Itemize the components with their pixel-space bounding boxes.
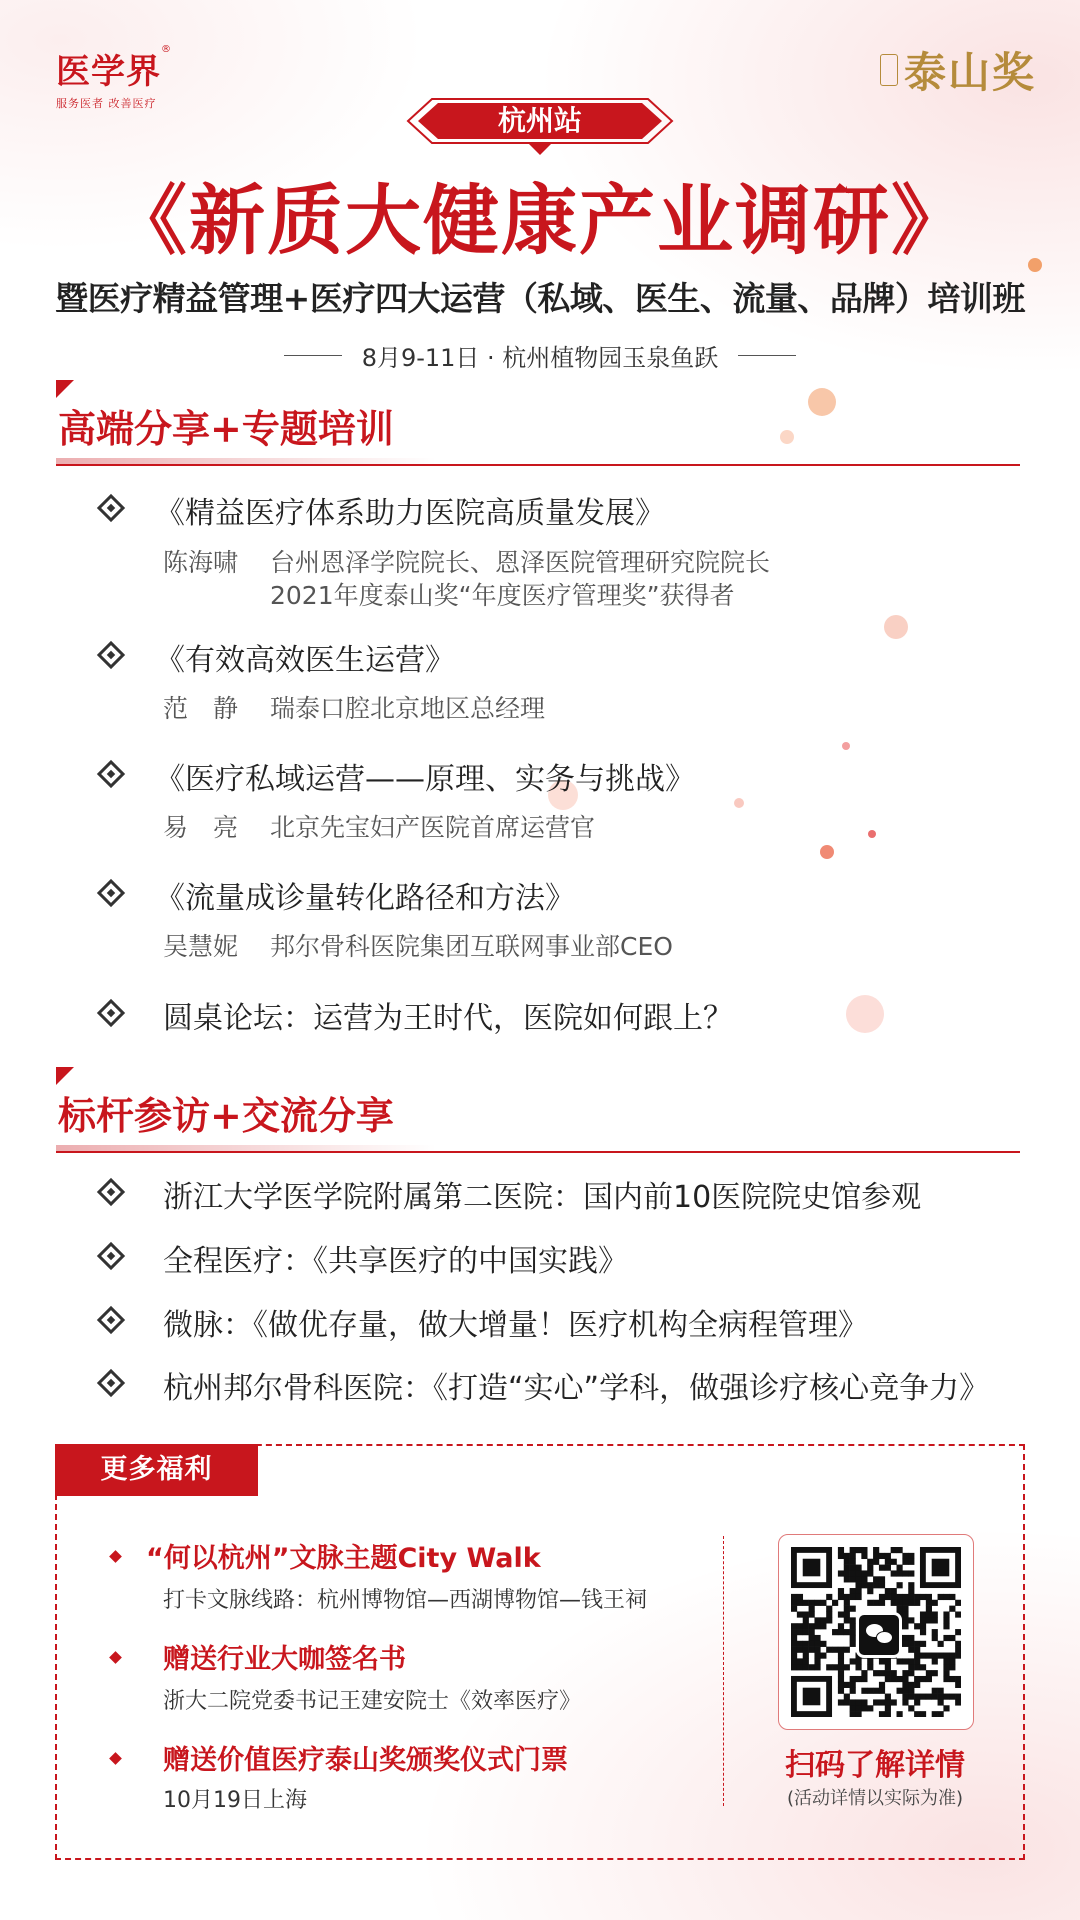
speaker-role: 邦尔骨科医院集团互联网事业部CEO	[270, 932, 673, 961]
benefits-tab: 更多福利	[55, 1444, 258, 1496]
logo-text: 泰山奖	[903, 48, 1036, 97]
date-location-line	[0, 338, 1080, 373]
diamond-bullet-icon	[97, 760, 125, 788]
benefit-desc: 打卡文脉线路：杭州博物馆—西湖博物馆—钱王祠	[163, 1588, 648, 1613]
qr-code[interactable]	[778, 1534, 974, 1730]
talk-title: 《医疗私域运营——原理、实务与挑战》	[155, 762, 695, 797]
corner-mark-icon	[56, 1067, 74, 1085]
date-location: 8月9-11日 · 杭州植物园玉泉鱼跃	[361, 344, 719, 372]
speaker-name: 陈海啸	[163, 548, 239, 577]
decor-dot	[842, 742, 850, 750]
logo-reg-mark: ®	[161, 44, 171, 55]
section-title: 标杆参访+交流分享	[58, 1093, 394, 1138]
divider	[284, 355, 342, 356]
section-title: 高端分享+专题培训	[58, 406, 394, 451]
visit-item: 全程医疗：《共享医疗的中国实践》	[163, 1244, 628, 1279]
scan-note: (活动详情以实际为准)	[786, 1788, 964, 1809]
speaker-line	[163, 543, 770, 579]
talk-title: 《精益医疗体系助力医院高质量发展》	[155, 496, 665, 531]
speaker-role: 北京先宝妇产医院首席运营官	[270, 813, 596, 842]
diamond-bullet-icon	[97, 1306, 125, 1334]
benefit-desc: 10月19日上海	[163, 1788, 307, 1813]
seal-icon	[880, 54, 898, 86]
benefit-title: “何以杭州”文脉主题City Walk	[146, 1543, 541, 1574]
speaker-line	[163, 808, 595, 844]
speaker-role: 瑞泰口腔北京地区总经理	[270, 694, 546, 723]
logo-slogan: 服务医者 改善医疗	[56, 97, 157, 110]
speaker-role: 台州恩泽学院院长、恩泽医院管理研究院院长	[270, 548, 771, 577]
diamond-bullet-icon	[97, 641, 125, 669]
station-label: 杭州站	[497, 104, 582, 137]
diamond-bullet-icon	[97, 1178, 125, 1206]
decor-dot	[820, 845, 834, 859]
scan-prompt: 扫码了解详情	[785, 1748, 965, 1783]
speaker-name: 易 亮	[163, 813, 239, 842]
corner-mark-icon	[56, 380, 74, 398]
speaker-line	[163, 689, 545, 725]
decor-dot	[846, 995, 884, 1033]
diamond-bullet-icon	[97, 999, 125, 1027]
station-banner	[400, 97, 680, 145]
section-heading-sharing	[56, 380, 1020, 470]
roundtable-title: 圆桌论坛：运营为王时代，医院如何跟上？	[163, 1001, 733, 1036]
decor-dot	[884, 615, 908, 639]
taishan-award-logo	[880, 40, 1036, 100]
subtitle: 暨医疗精益管理+医疗四大运营（私域、医生、流量、品牌）培训班	[55, 279, 1025, 318]
benefit-title: 赠送行业大咖签名书	[163, 1644, 406, 1675]
wechat-icon	[856, 1612, 902, 1658]
speaker-award: 2021年度泰山奖“年度医疗管理奖”获得者	[270, 581, 735, 610]
visit-item: 浙江大学医学院附属第二医院：国内前10医院院史馆参观	[163, 1180, 922, 1215]
diamond-bullet-icon	[97, 1242, 125, 1270]
visit-item: 杭州邦尔骨科医院：《打造“实心”学科，做强诊疗核心竞争力》	[163, 1371, 990, 1406]
decor-dot	[868, 830, 876, 838]
benefits-divider	[723, 1536, 724, 1806]
section-underline	[56, 1151, 1020, 1153]
benefit-desc: 浙大二院党委书记王建安院士《效率医疗》	[163, 1689, 582, 1714]
diamond-bullet-icon	[97, 879, 125, 907]
visit-item: 微脉：《做优存量，做大增量！医疗机构全病程管理》	[163, 1308, 868, 1343]
benefit-title: 赠送价值医疗泰山奖颁奖仪式门票	[163, 1745, 568, 1776]
diamond-bullet-icon	[97, 1369, 125, 1397]
main-title: 《新质大健康产业调研》	[111, 176, 969, 265]
logo-brand: 医学界	[56, 52, 161, 92]
speaker-name: 吴慧妮	[163, 932, 239, 961]
section-underline	[56, 464, 1020, 466]
speaker-name: 范 静	[163, 694, 239, 723]
talk-title: 《有效高效医生运营》	[155, 643, 455, 678]
diamond-bullet-icon	[97, 494, 125, 522]
section-heading-visits	[56, 1067, 1020, 1157]
decor-dot	[734, 798, 744, 808]
divider	[738, 355, 796, 356]
talk-title: 《流量成诊量转化路径和方法》	[155, 881, 575, 916]
yixuejie-logo	[56, 44, 171, 111]
speaker-line	[163, 927, 673, 963]
